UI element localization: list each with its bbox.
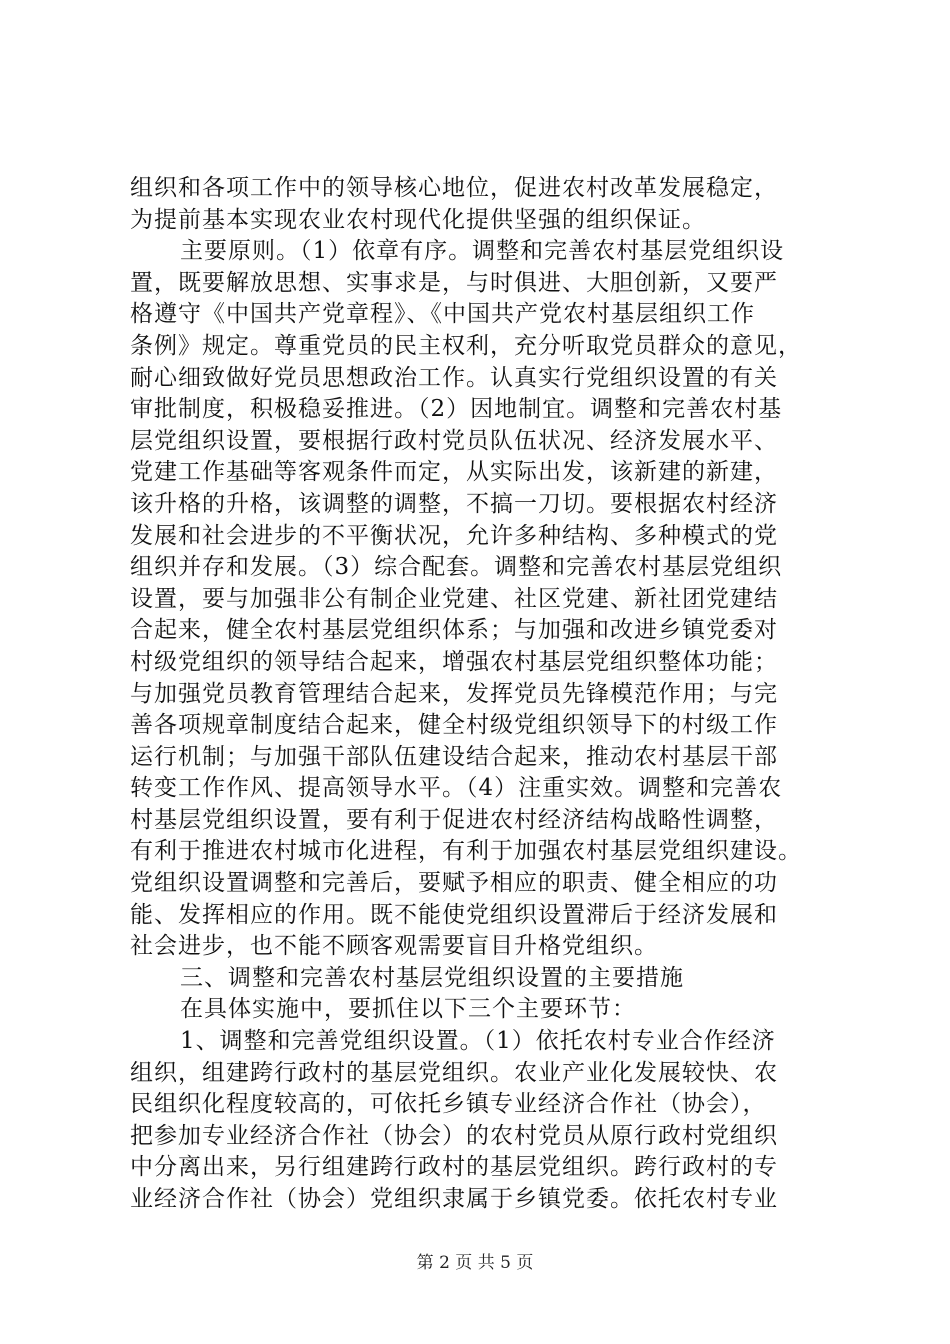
text-line: 社会进步，也不能不顾客观需要盲目升格党组织。 [130,933,658,960]
text-line: 合起来，健全农村基层党组织体系；与加强和改进乡镇党委对 [130,617,778,644]
text-line: 耐心细致做好党员思想政治工作。认真实行党组织设置的有关 [130,364,778,391]
text-line: 层党组织设置，要根据行政村党员队伍状况、经济发展水平、 [130,427,778,454]
text-line: 党建工作基础等客观条件而定，从实际出发，该新建的新建， [130,459,778,486]
text-line: 条例》规定。尊重党员的民主权利，充分听取党员群众的意见， [130,332,802,359]
text-line: 在具体实施中，要抓住以下三个主要环节： [180,996,636,1023]
text-line: 审批制度，积极稳妥推进。（2）因地制宜。调整和完善农村基 [130,396,783,423]
text-line: 党组织设置调整和完善后，要赋予相应的职责、健全相应的功 [130,870,778,897]
text-line: 能、发挥相应的作用。既不能使党组织设置滞后于经济发展和 [130,901,778,928]
text-line: 业经济合作社（协会）党组织隶属于乡镇党委。依托农村专业 [130,1186,778,1212]
page-footer: 第 2 页 共 5 页 [416,1253,534,1273]
text-line: 与加强党员教育管理结合起来，发挥党员先锋模范作用；与完 [130,680,778,707]
text-line: 为提前基本实现农业农村现代化提供坚强的组织保证。 [130,206,706,233]
text-line: 善各项规章制度结合起来，健全村级党组织领导下的村级工作 [130,712,778,739]
document-body [130,173,830,1216]
text-line: 有利于推进农村城市化进程，有利于加强农村基层党组织建设。 [130,838,802,865]
text-line: 该升格的升格，该调整的调整，不搞一刀切。要根据农村经济 [130,490,778,517]
text-line: 组织和各项工作中的领导核心地位，促进农村改革发展稳定， [130,175,778,201]
text-line: 民组织化程度较高的，可依托乡镇专业经济合作社（协会）， [130,1091,767,1118]
text-line: 运行机制；与加强干部队伍建设结合起来，推动农村基层干部 [130,743,778,770]
text-line: 格遵守《中国共产党章程》、《中国共产党农村基层组织工作 [130,301,755,328]
text-line: 发展和社会进步的不平衡状况，允许多种结构、多种模式的党 [130,522,778,549]
text-line: 主要原则。（1）依章有序。调整和完善农村基层党组织设 [180,238,785,265]
text-line: 转变工作作风、提高领导水平。（4）注重实效。调整和完善农 [130,775,783,802]
text-line: 组织，组建跨行政村的基层党组织。农业产业化发展较快、农 [130,1059,778,1086]
text-line: 组织并存和发展。（3）综合配套。调整和完善农村基层党组织 [130,554,783,581]
text-line: 三、调整和完善农村基层党组织设置的主要措施 [180,964,684,991]
text-line: 村级党组织的领导结合起来，增强农村基层党组织整体功能； [130,648,778,675]
text-line: 中分离出来，另行组建跨行政村的基层党组织。跨行政村的专 [130,1154,778,1181]
text-line: 设置，要与加强非公有制企业党建、社区党建、新社团党建结 [130,585,778,612]
text-line: 村基层党组织设置，要有利于促进农村经济结构战略性调整， [130,806,778,833]
text-line: 把参加专业经济合作社（协会）的农村党员从原行政村党组织 [130,1122,778,1149]
text-line: 置，既要解放思想、实事求是，与时俱进、大胆创新，又要严 [130,269,778,296]
text-line: 1、调整和完善党组织设置。（1）依托农村专业合作经济 [180,1028,776,1055]
